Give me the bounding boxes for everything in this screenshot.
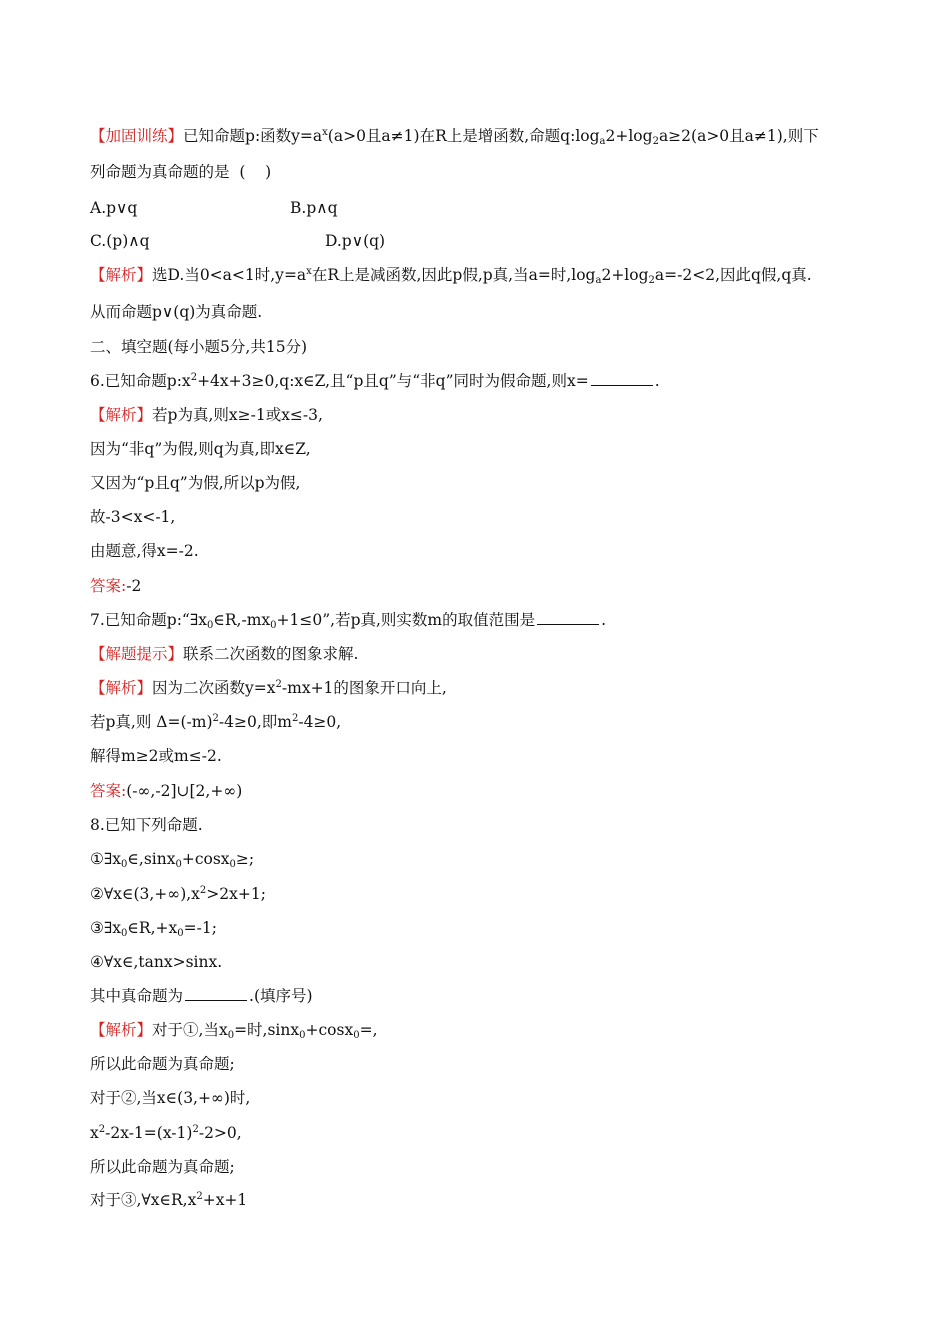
reinforce-question-line2: 列命题为真命题的是 ( ) (90, 163, 272, 181)
solution-line2: 从而命题p∨(q)为真命题. (90, 303, 263, 321)
answer-blank (591, 371, 653, 386)
q6-solution-line1: 【解析】若p为真,则x≥-1或x≤-3, (90, 406, 323, 424)
q6-solution-line3: 又因为“p且q”为假,所以p为假, (90, 474, 301, 492)
q8-solution-line2: 所以此命题为真命题; (90, 1055, 235, 1073)
q6-solution-line5: 由题意,得x=-2. (90, 542, 199, 560)
q8-solution-line1: 【解析】对于①,当$x_0=$时,sinx$_0$+cosx$_0$=, (90, 1021, 378, 1041)
q7-solution-line2: 若p真,则 $\Delta=(-m)^2-4\ge 0$,即$m^2-4\ge 0$, (90, 713, 342, 731)
solution-tag: 【解析】 (90, 406, 153, 424)
q8-solution-line4: $x^2-2x-1=(x-1)^2-2>0$, (90, 1124, 242, 1142)
option-d: D.p∨(q) (325, 232, 386, 250)
q7-answer: 答案:(-∞,-2]∪[2,+∞) (90, 782, 243, 800)
question-8: 8.已知下列命题. (90, 816, 203, 834)
option-c: C.(p)∧q (90, 232, 150, 250)
q8-proposition-1: $①\exists x_0\in,\sin x_0+\cos x_0\ge$; (90, 850, 255, 870)
q8-proposition-2: $②\forall x\in(3,+\infty),x^2>2x+1$; (90, 885, 266, 903)
q8-solution-line5: 所以此命题为真命题; (90, 1158, 235, 1176)
reinforce-training-tag: 【加固训练】 (90, 127, 184, 145)
q8-solution-line3: 对于②,当x∈(3,+∞)时, (90, 1089, 251, 1107)
question-7: 7.已知命题$p:“\exists x_0\in R,-mx_0+1\le 0$”,若p真,则实数m的取值范围是 . (90, 611, 607, 631)
answer-label: 答案: (90, 782, 127, 800)
solution-line1: 【解析】选D.当0<a<1时$,y=a^x$在R上是减函数,因此p假,p真,当a=时$,\log_a2+\log_2a=-2<2$,因此q假,q真. (90, 266, 812, 286)
q7-hint: 【解题提示】联系二次函数的图象求解. (90, 645, 359, 663)
solution-tag: 【解析】 (90, 679, 153, 697)
q6-solution-line4: 故-3<x<-1, (90, 508, 176, 526)
q8-proposition-3: $③\exists x_0\in R,+x_0=-1$; (90, 919, 217, 939)
reinforce-question-line1: 【加固训练】已知命题p:函数$y=a^x(a>0$且a≠1)在R上是增函数,命题$q:\log_a2+\log_2a\ge 2(a>0$且a≠1),则下 (90, 127, 819, 147)
question-6: 6.已知命题$p:x^2+4x+3\ge 0,q:x\in Z$,且“p且q”与“非q”同时为假命题,则x= . (90, 372, 660, 390)
solution-tag: 【解析】 (90, 1021, 153, 1039)
answer-label: 答案: (90, 577, 127, 595)
q6-answer: 答案:-2 (90, 577, 142, 595)
q6-solution-line2: 因为“非q”为假,则q为真,即x∈Z, (90, 440, 311, 458)
answer-blank (185, 986, 247, 1001)
solution-tag: 【解析】 (90, 266, 153, 284)
hint-tag: 【解题提示】 (90, 645, 184, 663)
q7-solution-line3: 解得m≥2或m≤-2. (90, 747, 222, 765)
q8-proposition-4: ④∀x∈,tanx>sinx. (90, 953, 223, 971)
q8-solution-line6: 对于$③,\forall x\in R,x^2+x+1$ (90, 1191, 248, 1209)
q7-solution-line1: 【解析】因为二次函数$y=x^2-mx+1$的图象开口向上, (90, 679, 447, 697)
option-b: B.p∧q (290, 199, 338, 217)
section-heading-fill-in: 二、填空题(每小题5分,共15分) (90, 338, 308, 356)
answer-blank (537, 610, 599, 625)
q8-prompt: 其中真命题为 .(填序号) (90, 987, 313, 1005)
option-a: A.p∨q (90, 199, 138, 217)
